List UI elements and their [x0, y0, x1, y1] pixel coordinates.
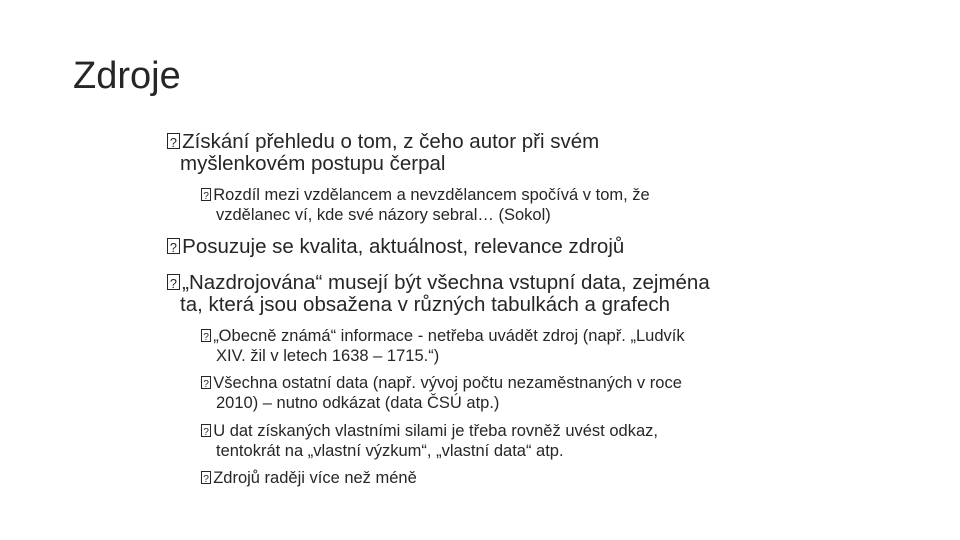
bullet-marker-icon	[201, 329, 211, 342]
slide-title: Zdroje	[73, 55, 181, 97]
bullet-marker-icon	[201, 188, 211, 201]
bullet-7	[201, 421, 821, 461]
bullet-7-line-2: tentokrát na „vlastní výzkum“, „vlastní data“ atp.	[216, 442, 564, 460]
bullet-marker-icon	[201, 424, 211, 437]
bullet-marker-icon	[201, 376, 211, 389]
bullet-2	[201, 185, 821, 225]
bullet-8-line-1: Zdrojů raději více než méně	[213, 469, 417, 487]
bullet-marker-icon	[167, 274, 180, 290]
bullet-2-line-2: vzdělanec ví, kde své názory sebral… (Sokol)	[216, 206, 551, 224]
bullet-3-line-1: Posuzuje se kvalita, aktuálnost, relevance zdrojů	[182, 235, 625, 258]
bullet-7-line-1: U dat získaných vlastními silami je třeba rovněž uvést odkaz,	[213, 422, 658, 440]
bullet-5	[201, 326, 821, 366]
bullet-marker-icon	[201, 471, 211, 484]
bullet-4-line-2: ta, která jsou obsažena v různých tabulkách a grafech	[180, 293, 671, 316]
bullet-1	[167, 131, 807, 175]
bullet-6-line-1: Všechna ostatní data (např. vývoj počtu nezaměstnaných v roce	[213, 374, 682, 392]
bullet-4-line-1: „Nazdrojována“ musejí být všechna vstupní data, zejména	[182, 271, 710, 294]
bullet-marker-icon	[167, 133, 180, 149]
bullet-1-line-2: myšlenkovém postupu čerpal	[180, 152, 446, 175]
bullet-marker-icon	[167, 238, 180, 254]
bullet-5-line-1: „Obecně známá“ informace - netřeba uvádět zdroj (např. „Ludvík	[213, 327, 685, 345]
bullet-6-line-2: 2010) – nutno odkázat (data ČSÚ atp.)	[216, 394, 500, 412]
bullet-6	[201, 373, 821, 413]
bullet-8	[201, 468, 821, 488]
bullet-1-line-1: Získání přehledu o tom, z čeho autor při svém	[182, 130, 600, 153]
bullet-4	[167, 272, 807, 316]
bullet-2-line-1: Rozdíl mezi vzdělancem a nevzdělancem spočívá v tom, že	[213, 186, 650, 204]
bullet-5-line-2: XIV. žil v letech 1638 – 1715.“)	[216, 347, 440, 365]
bullet-3	[167, 236, 807, 258]
